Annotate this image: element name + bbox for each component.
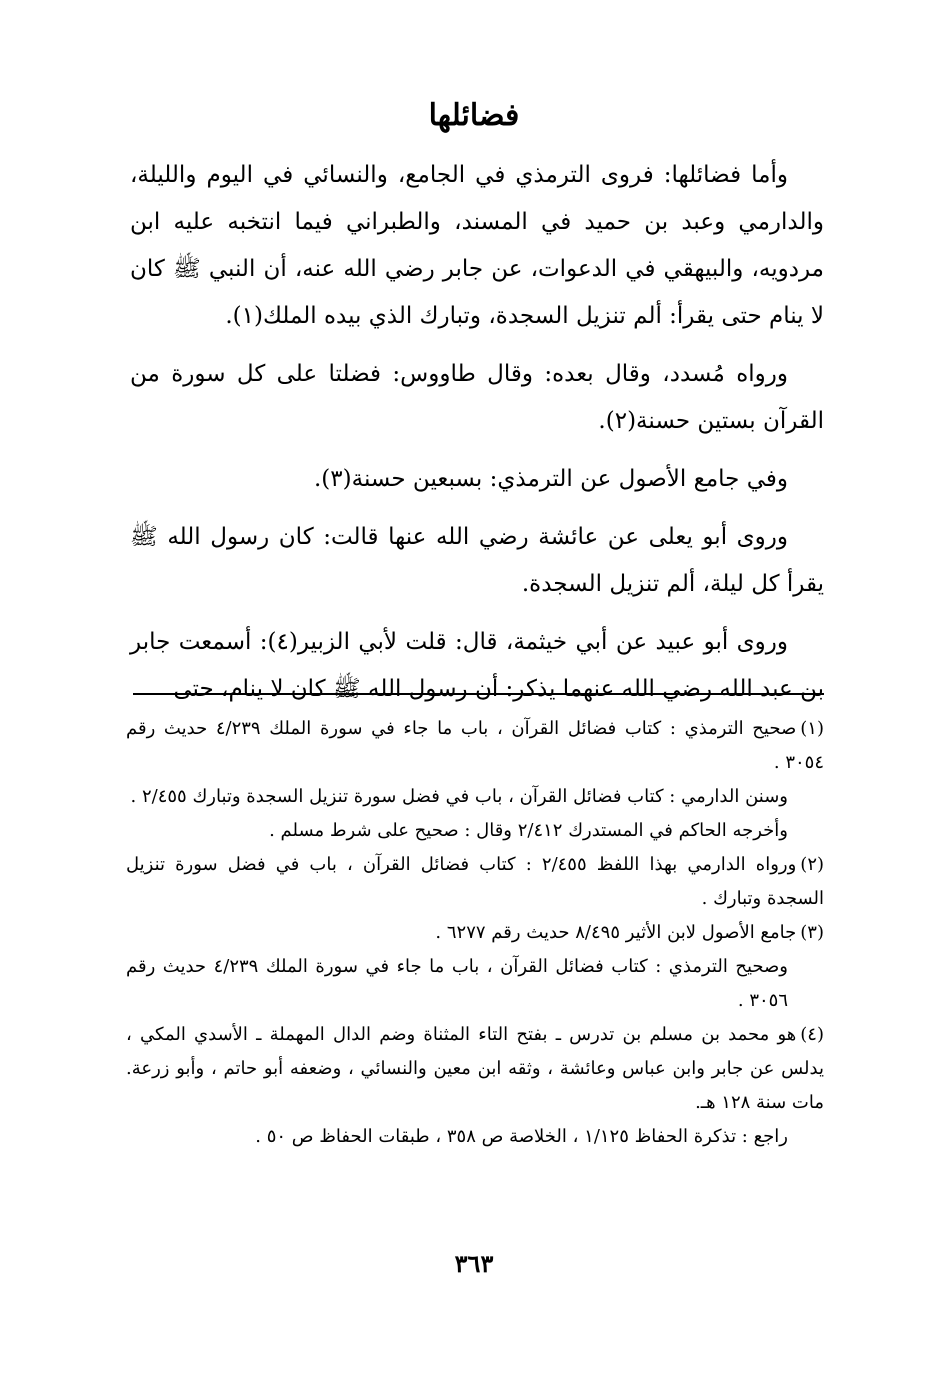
- footnote-text: صحيح الترمذي : كتاب فضائل القرآن ، باب ما جاء في سورة الملك ٤/٢٣٩ حديث رقم ٣٠٥٤ .: [126, 718, 824, 773]
- footnote-text: وسنن الدارمي : كتاب فضائل القرآن ، باب في فضل سورة تنزيل السجدة وتبارك ٢/٤٥٥ .: [130, 786, 788, 807]
- footnote-1-continuation: [126, 780, 824, 814]
- footnote-marker: (٣): [800, 922, 824, 943]
- footnote-separator: [133, 693, 824, 695]
- paragraph-4: وروى أبو يعلى عن عائشة رضي الله عنها قالت: كان رسول الله ﷺ يقرأ كل ليلة، ألم تنزيل السجدة.: [130, 524, 824, 597]
- footnote-3: [126, 916, 824, 950]
- footnote-text: ورواه الدارمي بهذا اللفظ ٢/٤٥٥ : كتاب فضائل القرآن ، باب في فضل سورة تنزيل السجدة وتبارك .: [126, 854, 824, 909]
- footnote-text: جامع الأصول لابن الأثير ٨/٤٩٥ حديث رقم ٦٢٧٧ .: [435, 922, 797, 943]
- footnotes: [126, 712, 824, 1154]
- footnote-1: [126, 712, 824, 780]
- paragraph-1: وأما فضائلها: فروى الترمذي في الجامع، والنسائي في اليوم والليلة، والدارمي وعبد بن حميد في المسند، والطبراني فيما انتخبه عليه ابن مردويه، والبيهقي في الدعوات، عن جابر رضي الله عنه، أن النبي ﷺ كان لا ينام حتى يقرأ: ألم تنزيل السجدة، وتبارك الذي بيده الملك(١).: [130, 162, 824, 329]
- footnote-text: وصحيح الترمذي : كتاب فضائل القرآن ، باب ما جاء في سورة الملك ٤/٢٣٩ حديث رقم ٣٠٥٦ .: [126, 956, 788, 1011]
- footnote-text: هو محمد بن مسلم بن تدرس ـ بفتح التاء المثناة وضم الدال المهملة ـ الأسدي المكي ، يدلس عن جابر وابن عباس وعائشة ، وثقه ابن معين والنسائي ، وضعفه أبو حاتم ، وأبو زرعة. مات سنة ١٢٨ هـ.: [126, 1024, 824, 1113]
- paragraph-3: وفي جامع الأصول عن الترمذي: بسبعين حسنة(٣).: [313, 466, 788, 492]
- footnote-4-continuation: [126, 1120, 824, 1154]
- footnote-marker: (١): [800, 718, 824, 739]
- footnote-text: راجع : تذكرة الحفاظ ١/١٢٥ ، الخلاصة ص ٣٥٨ ، طبقات الحفاظ ص ٥٠ .: [255, 1126, 788, 1147]
- footnote-3-continuation: [126, 950, 824, 1018]
- footnote-text: وأخرجه الحاكم في المستدرك ٢/٤١٢ وقال : صحيح على شرط مسلم .: [269, 820, 788, 841]
- footnote-2: [126, 848, 824, 916]
- paragraph-2: ورواه مُسدد، وقال بعده: وقال طاووس: فضلتا على كل سورة من القرآن بستين حسنة(٢).: [130, 361, 824, 434]
- main-text: [130, 152, 824, 724]
- footnote-marker: (٤): [800, 1024, 824, 1045]
- paragraph-5: وروى أبو عبيد عن أبي خيثمة، قال: قلت لأبي الزبير(٤): أسمعت جابر بن عبد الله رضي الله عنهما يذكر: أن رسول الله ﷺ كان لا ينام، حتى: [130, 629, 824, 702]
- footnote-marker: (٢): [800, 854, 825, 875]
- footnote-4: [126, 1018, 824, 1120]
- footnote-1-continuation: [126, 814, 824, 848]
- section-title: فضائلها: [428, 98, 520, 133]
- page-number: ٣٦٣: [454, 1249, 494, 1278]
